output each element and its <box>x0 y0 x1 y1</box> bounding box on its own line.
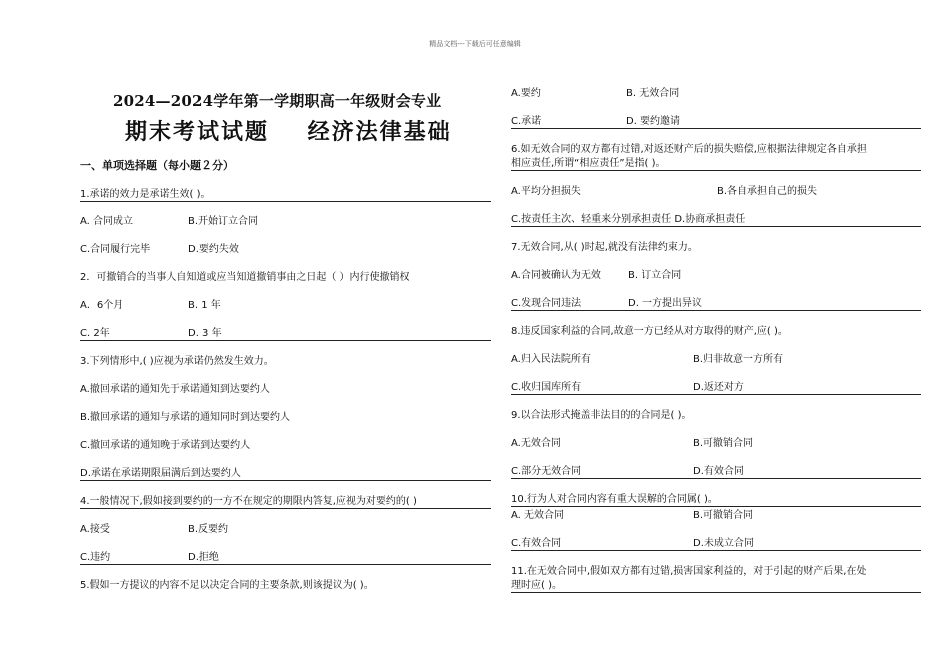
q10-options-cd-row <box>511 537 921 551</box>
q8-options-cd-row <box>511 381 921 395</box>
q2-option-c: C. 2年 <box>80 328 110 339</box>
q6-option-b: B.各自承担自己的损失 <box>717 186 818 197</box>
q10-option-c: C.有效合同 <box>511 538 562 549</box>
q2-options-cd-row <box>80 327 491 341</box>
section-heading: 一、单项选择题（每小题２分） <box>80 159 234 172</box>
q9-option-d: D.有效合同 <box>693 466 744 477</box>
question-4: 4.一般情况下,假如接到要约的一方不在规定的期限内答复,应视为对要约的( ) <box>80 495 491 509</box>
q3-option-d: D.承诺在承诺期限届满后到达要约人 <box>80 467 491 481</box>
q10-option-a: A. 无效合同 <box>511 510 565 521</box>
q7-option-a: A.合同被确认为无效 <box>511 270 601 281</box>
question-3: 3.下列情形中,( )应视为承诺仍然发生效力。 <box>80 356 274 367</box>
q9-option-b: B.可撤销合同 <box>693 438 754 449</box>
q9-option-c: C.部分无效合同 <box>511 466 582 477</box>
q5-option-a: A.要约 <box>511 88 541 99</box>
q3-option-a: A.撤回承诺的通知先于承诺通知到达要约人 <box>80 384 270 395</box>
q1-option-d: D.要约失效 <box>188 244 239 255</box>
q4-option-b: B.反要约 <box>188 524 229 535</box>
q5-options-cd-row <box>511 115 921 129</box>
q10-option-b: B.可撤销合同 <box>693 510 754 521</box>
question-10: 10.行为人对合同内容有重大误解的合同属( )。 <box>511 493 921 507</box>
watermark-header: 精品文档---下载后可任意编辑 <box>429 40 521 48</box>
q1-option-b: B.开始订立合同 <box>188 216 259 227</box>
q7-option-c: C.发现合同违法 <box>511 298 582 309</box>
question-1: 1.承诺的效力是承诺生效( )。 <box>80 188 491 202</box>
q2-option-a: A．6个月 <box>80 300 124 311</box>
q2-option-d: D. 3 年 <box>188 328 222 339</box>
q4-option-a: A.接受 <box>80 524 110 535</box>
q4-option-c: C.违约 <box>80 552 111 563</box>
q8-option-c: C.收归国库所有 <box>511 382 582 393</box>
q6-option-a: A.平均分担损失 <box>511 186 581 197</box>
exam-title-line2: 期末考试试题 经济法律基础 <box>125 119 452 145</box>
question-6-line1: 6.如无效合同的双方都有过错,对返还财产后的损失赔偿,应根据法律规定各自承担 <box>511 144 867 155</box>
q5-option-c: C.承诺 <box>511 116 542 127</box>
q3-option-c: C.撤回承诺的通知晚于承诺到达要约人 <box>80 440 251 451</box>
q2-option-b: B. 1 年 <box>188 300 221 311</box>
q5-option-d: D. 要约邀请 <box>626 116 681 127</box>
question-7: 7.无效合同,从( )时起,就没有法律约束力。 <box>511 242 698 253</box>
question-11-line2: 理时应( )。 <box>511 579 921 593</box>
q7-option-d: D. 一方提出异议 <box>628 298 703 309</box>
q4-options-cd-row <box>80 551 491 565</box>
q5-option-b: B. 无效合同 <box>626 88 680 99</box>
question-2: 2．可撤销合的当事人自知道或应当知道撤销事由之日起（ ）内行使撤销权 <box>80 272 410 283</box>
question-5: 5.假如一方提议的内容不足以决定合同的主要条款,则该提议为( )。 <box>80 580 374 591</box>
q1-option-c: C.合同履行完毕 <box>80 244 151 255</box>
q9-options-cd-row <box>511 465 921 479</box>
q8-option-a: A.归入民法院所有 <box>511 354 591 365</box>
q4-option-d: D.拒绝 <box>188 552 219 563</box>
question-9: 9.以合法形式掩盖非法目的的合同是( )。 <box>511 410 692 421</box>
question-11-line1: 11.在无效合同中,假如双方都有过错,损害国家利益的，对于引起的财产后果,在处 <box>511 566 867 577</box>
q8-option-d: D.返还对方 <box>693 382 744 393</box>
question-8: 8.违反国家利益的合同,故意一方已经从对方取得的财产,应( )。 <box>511 326 788 337</box>
q6-options-cd: C.按责任主次、轻重来分别承担责任 D.协商承担责任 <box>511 213 921 227</box>
question-6-line2: 相应责任,所谓“相应责任”是指( )。 <box>511 157 921 171</box>
q7-option-b: B. 订立合同 <box>628 270 682 281</box>
exam-title-line1: 2024—2024学年第一学期职高一年级财会专业 <box>113 92 442 110</box>
q10-option-d: D.未成立合同 <box>693 538 754 549</box>
q3-option-b: B.撤回承诺的通知与承诺的通知同时到达要约人 <box>80 412 291 423</box>
q7-options-cd-row <box>511 297 921 311</box>
q8-option-b: B.归非故意一方所有 <box>693 354 784 365</box>
q1-option-a: A. 合同成立 <box>80 216 134 227</box>
q9-option-a: A.无效合同 <box>511 438 561 449</box>
